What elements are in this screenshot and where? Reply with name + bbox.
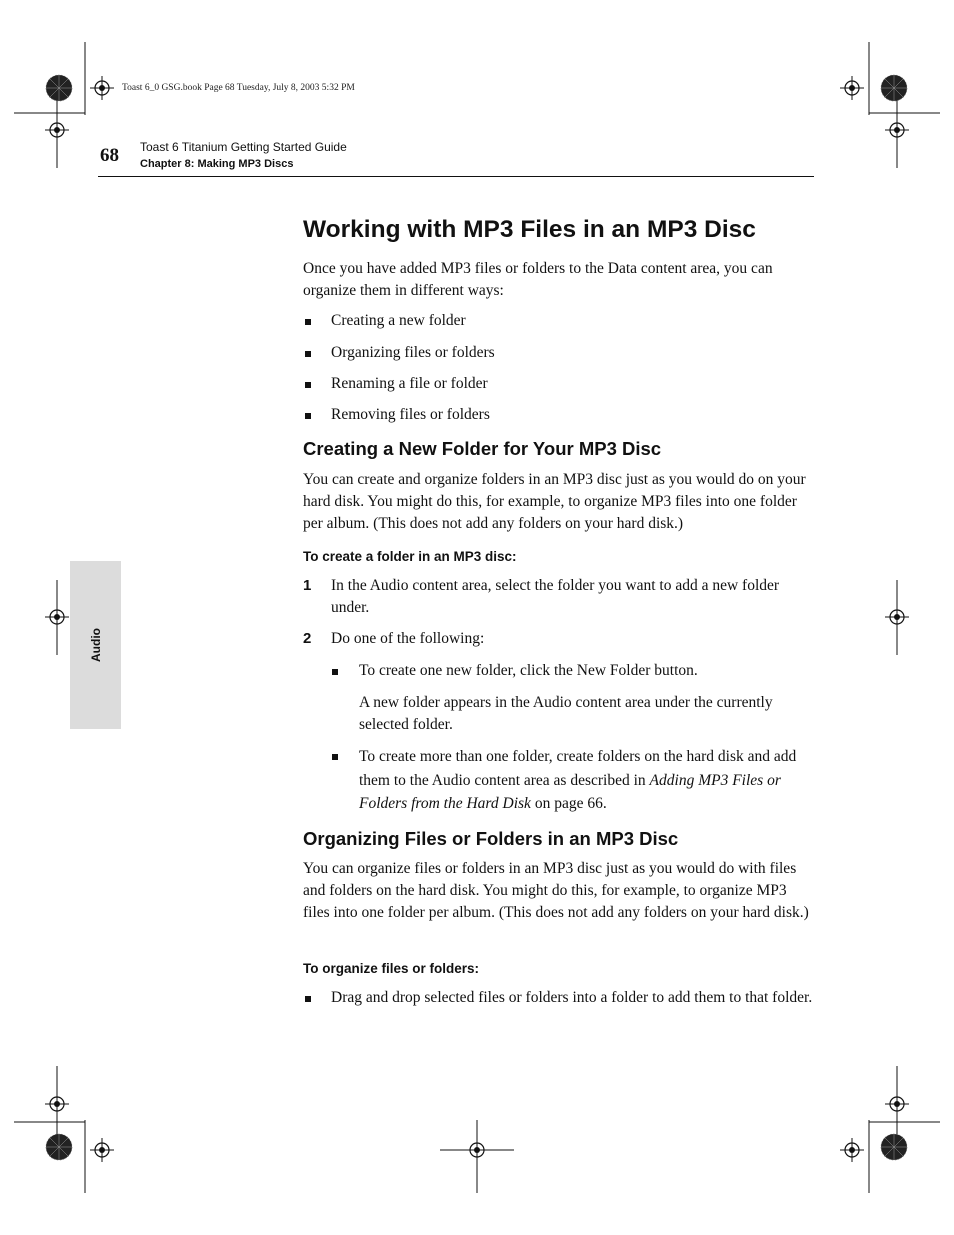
step-number: 2 — [303, 630, 312, 647]
list-item: Creating a new folder — [331, 312, 466, 329]
sub-list-item: To create one new folder, click the New Folder button. — [359, 662, 698, 679]
list-item: Renaming a file or folder — [331, 375, 488, 392]
bullet-marker — [332, 754, 338, 760]
sub-list-note: A new folder appears in the Audio content area under the currently selected folder. — [359, 694, 773, 733]
file-slug: Toast 6_0 GSG.book Page 68 Tuesday, July 8, 2003 5:32 PM — [122, 83, 355, 93]
section-tab-label: Audio — [88, 628, 103, 662]
list-item: Removing files or folders — [331, 406, 490, 423]
bullet-marker — [332, 669, 338, 675]
bullet-marker — [305, 996, 311, 1002]
procedure-heading: To create a folder in an MP3 disc: — [303, 549, 517, 564]
step-text: In the Audio content area, select the folder you want to add a new folder under. — [331, 577, 780, 616]
chapter-title: Chapter 8: Making MP3 Discs — [140, 158, 294, 170]
header-rule — [98, 176, 814, 177]
section-paragraph: You can organize files or folders in an MP3 disc just as you would do with files and folders on the hard disk. You might do this, for example, to organize MP3 files into one folder per album. (This does not add any folders on your hard disk.) — [303, 860, 809, 921]
section-heading: Organizing Files or Folders in an MP3 Disc — [303, 828, 679, 849]
bullet-marker — [305, 413, 311, 419]
step-number: 1 — [303, 577, 312, 594]
bullet-marker — [305, 382, 311, 388]
page-number: 68 — [100, 145, 119, 166]
intro-paragraph: Once you have added MP3 files or folders to the Data content area, you can organize them in different ways: — [303, 260, 773, 299]
sub-list-text: To create more than one folder, create folders on the hard disk and add them to the Audio content area as described in — [359, 748, 797, 789]
sub-list-text: on page 66. — [530, 795, 607, 812]
list-item: Drag and drop selected files or folders into a folder to add them to that folder. — [331, 989, 813, 1006]
bullet-marker — [305, 319, 311, 325]
section-heading: Creating a New Folder for Your MP3 Disc — [303, 438, 662, 459]
sub-list-item — [359, 745, 817, 816]
list-item: Organizing files or folders — [331, 344, 495, 361]
bullet-marker — [305, 351, 311, 357]
section-paragraph: You can create and organize folders in an MP3 disc just as you would do on your hard disk. You might do this, for example, to organize MP3 files into one folder per album. (This does not add any folders on your hard disk.) — [303, 471, 806, 532]
section-tab — [70, 561, 121, 729]
cross-reference-link[interactable]: Adding MP3 Files or Folders from the Hard Disk — [359, 771, 781, 812]
page-title: Working with MP3 Files in an MP3 Disc — [303, 216, 756, 243]
step-text: Do one of the following: — [331, 630, 485, 647]
procedure-heading: To organize files or folders: — [303, 961, 480, 976]
guide-title: Toast 6 Titanium Getting Started Guide — [140, 140, 347, 154]
